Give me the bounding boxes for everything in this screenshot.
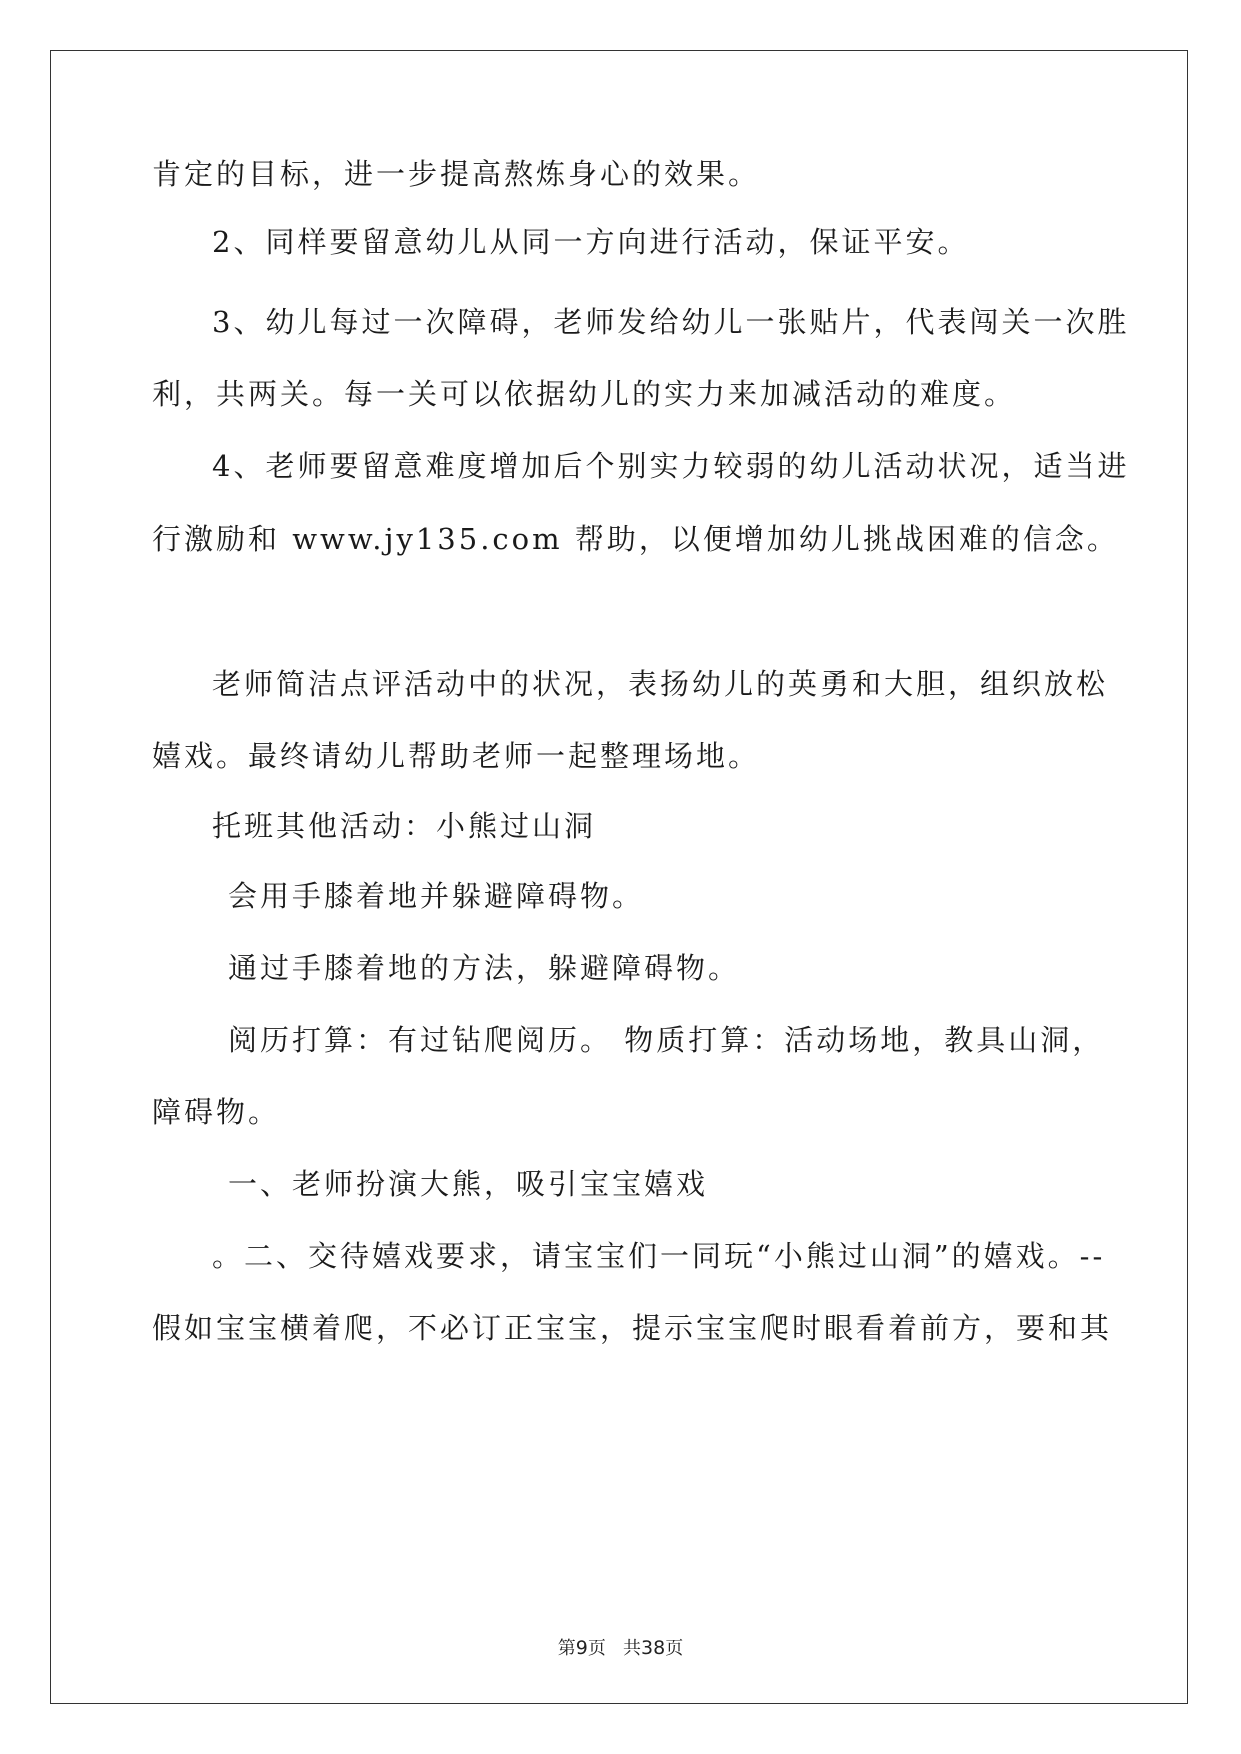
text-line-5: 4、老师要留意难度增加后个别实力较弱的幼儿活动状况，适当进 (212, 449, 1130, 483)
text-line-12: 阅历打算：有过钻爬阅历。 物质打算：活动场地，教具山洞， (228, 1023, 1105, 1057)
text-line-11: 通过手膝着地的方法，躲避障碍物。 (228, 951, 741, 985)
text-line-4: 利，共两关。每一关可以依据幼儿的实力来加减活动的难度。 (152, 377, 1017, 411)
text-line-15: 。二、交待嬉戏要求，请宝宝们一同玩“小熊过山洞”的嬉戏。-- (212, 1239, 1106, 1273)
text-line-3: 3、幼儿每过一次障碍，老师发给幼儿一张贴片，代表闯关一次胜 (212, 305, 1130, 339)
page-footer (0, 1634, 1241, 1660)
text-line-14: 一、老师扮演大熊，吸引宝宝嬉戏 (228, 1167, 709, 1201)
text-line-6: 行激励和 www.jy135.com 帮助，以便增加幼儿挑战困难的信念。 (152, 522, 1119, 556)
page-total: 38 (641, 1637, 666, 1659)
text-line-7: 老师简洁点评活动中的状况，表扬幼儿的英勇和大胆，组织放松 (212, 667, 1109, 701)
footer-prefix: 第 (557, 1638, 576, 1659)
text-line-16: 假如宝宝横着爬，不必订正宝宝，提示宝宝爬时眼看着前方，要和其 (152, 1311, 1113, 1345)
text-line-13: 障碍物。 (152, 1095, 281, 1129)
footer-suffix: 页 (665, 1638, 684, 1659)
text-line-8: 嬉戏。最终请幼儿帮助老师一起整理场地。 (152, 739, 761, 773)
text-line-10: 会用手膝着地并躲避障碍物。 (228, 879, 645, 913)
text-line-9: 托班其他活动：小熊过山洞 (212, 809, 597, 843)
text-line-1: 肯定的目标，进一步提高熬炼身心的效果。 (152, 157, 761, 191)
text-line-2: 2、同样要留意幼儿从同一方向进行活动，保证平安。 (212, 225, 970, 259)
footer-mid: 页 共 (587, 1638, 642, 1659)
page-number: 9 (575, 1637, 588, 1659)
